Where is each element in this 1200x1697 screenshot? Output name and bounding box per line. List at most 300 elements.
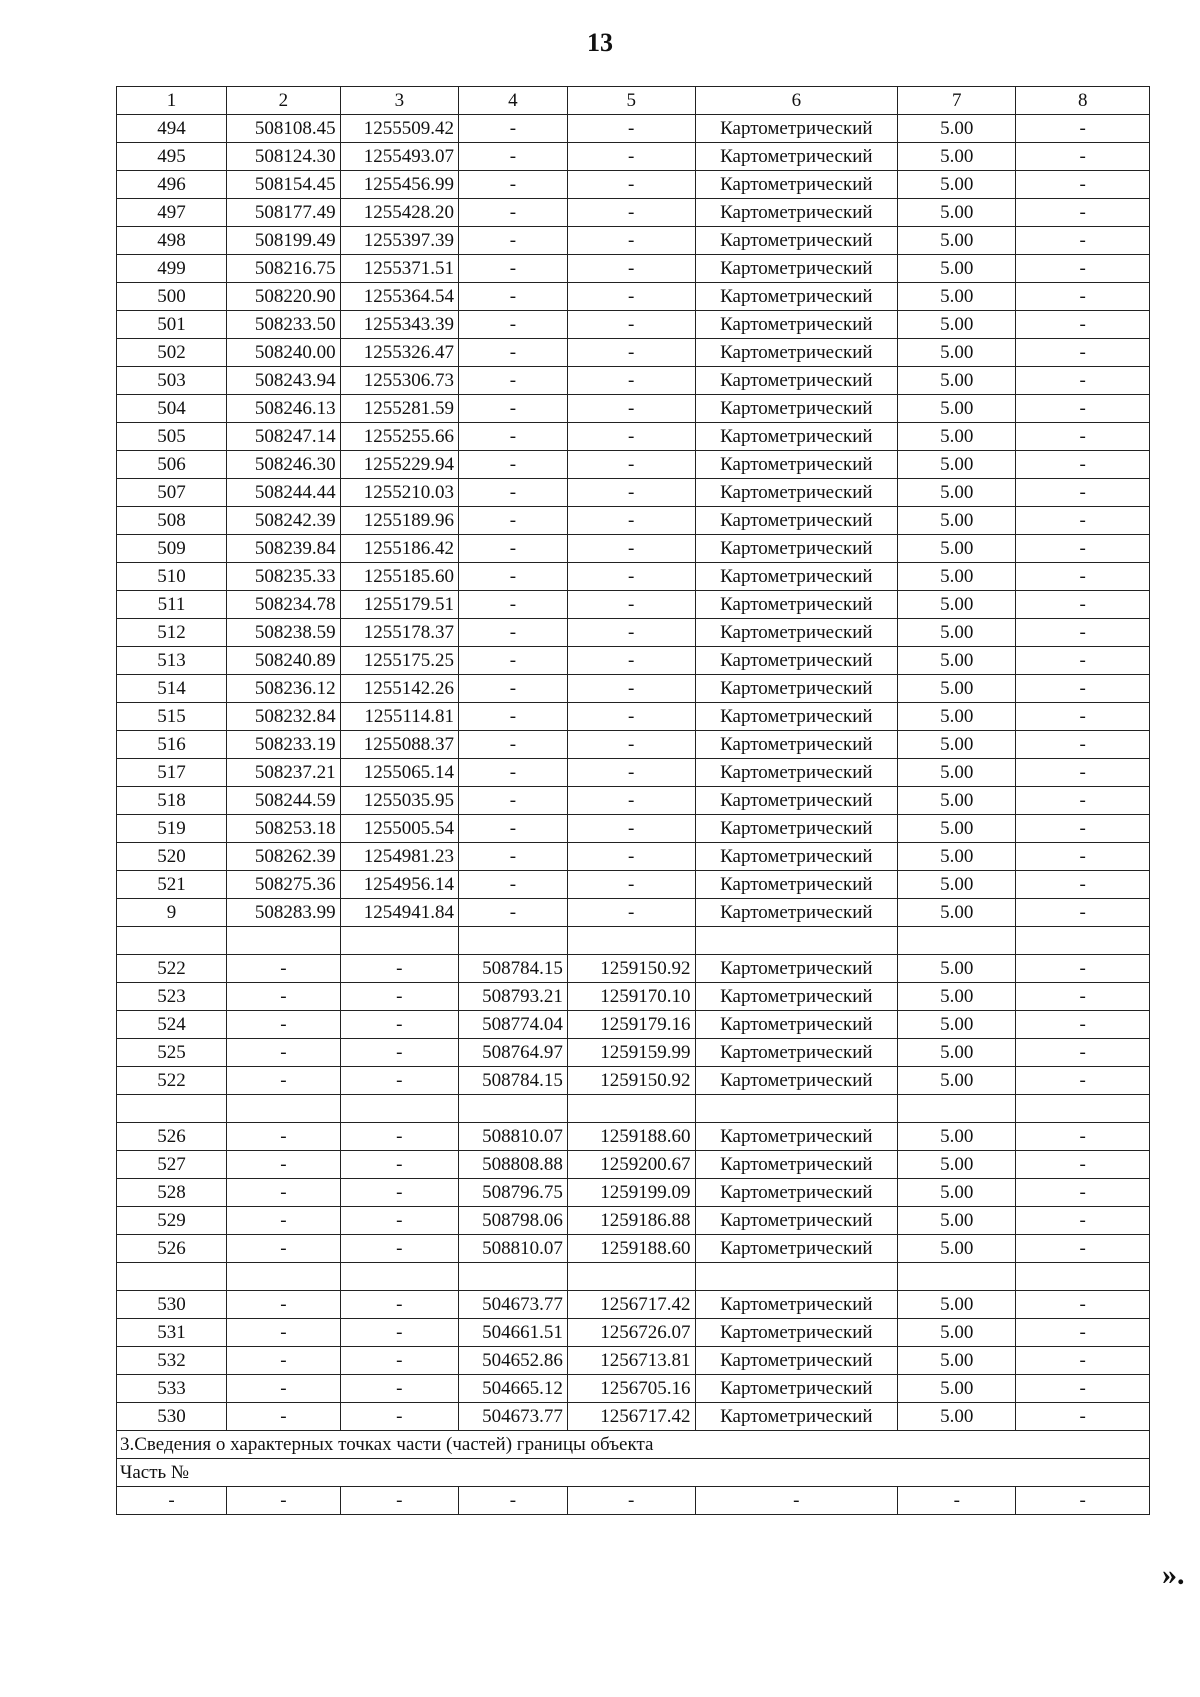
table-cell: - bbox=[458, 171, 567, 199]
table-cell: 1255364.54 bbox=[340, 283, 458, 311]
table-cell: 5.00 bbox=[898, 1347, 1016, 1375]
table-cell: 1254956.14 bbox=[340, 871, 458, 899]
table-cell: 533 bbox=[117, 1375, 227, 1403]
table-cell: 5.00 bbox=[898, 1319, 1016, 1347]
table-cell: - bbox=[227, 955, 341, 983]
table-cell: 5.00 bbox=[898, 675, 1016, 703]
table-cell: 5.00 bbox=[898, 647, 1016, 675]
table-cell: - bbox=[340, 1179, 458, 1207]
table-cell: 522 bbox=[117, 1067, 227, 1095]
table-cell: - bbox=[458, 115, 567, 143]
table-cell: 5.00 bbox=[898, 283, 1016, 311]
table-cell: - bbox=[1016, 395, 1150, 423]
table-cell: 508216.75 bbox=[227, 255, 341, 283]
table-row bbox=[117, 143, 1150, 171]
table-cell: 5.00 bbox=[898, 1291, 1016, 1319]
table-cell: 1259150.92 bbox=[567, 955, 695, 983]
table-cell: - bbox=[340, 1011, 458, 1039]
table-cell: Картометрический bbox=[695, 1235, 898, 1263]
table-cell: - bbox=[1016, 563, 1150, 591]
table-cell: 5.00 bbox=[898, 1011, 1016, 1039]
table-cell: 508232.84 bbox=[227, 703, 341, 731]
table-cell: - bbox=[567, 255, 695, 283]
table-cell: - bbox=[1016, 843, 1150, 871]
table-cell: 508793.21 bbox=[458, 983, 567, 1011]
table-cell: 1255255.66 bbox=[340, 423, 458, 451]
table-cell: - bbox=[567, 143, 695, 171]
table-cell: 5.00 bbox=[898, 1179, 1016, 1207]
table-cell: 509 bbox=[117, 535, 227, 563]
table-cell: 504673.77 bbox=[458, 1403, 567, 1431]
table-cell: 5.00 bbox=[898, 115, 1016, 143]
table-cell bbox=[117, 1263, 227, 1291]
table-cell: 1255509.42 bbox=[340, 115, 458, 143]
table-row bbox=[117, 199, 1150, 227]
table-cell: 5.00 bbox=[898, 367, 1016, 395]
table-cell: Картометрический bbox=[695, 759, 898, 787]
table-cell bbox=[117, 1095, 227, 1123]
table-cell: - bbox=[567, 843, 695, 871]
table-cell: - bbox=[458, 871, 567, 899]
table-cell: Картометрический bbox=[695, 171, 898, 199]
table-cell: 532 bbox=[117, 1347, 227, 1375]
table-cell: - bbox=[1016, 451, 1150, 479]
table-cell: - bbox=[458, 199, 567, 227]
table-cell: 5.00 bbox=[898, 563, 1016, 591]
table-cell: 1259179.16 bbox=[567, 1011, 695, 1039]
table-cell: 1255306.73 bbox=[340, 367, 458, 395]
table-cell: Картометрический bbox=[695, 871, 898, 899]
table-cell: Картометрический bbox=[695, 311, 898, 339]
table-cell: - bbox=[1016, 1123, 1150, 1151]
table-cell: - bbox=[567, 367, 695, 395]
table-cell: 1255210.03 bbox=[340, 479, 458, 507]
table-row bbox=[117, 395, 1150, 423]
table-cell: - bbox=[567, 199, 695, 227]
table-cell: 530 bbox=[117, 1291, 227, 1319]
table-cell: Картометрический bbox=[695, 395, 898, 423]
table-cell: 1255281.59 bbox=[340, 395, 458, 423]
table-cell: 508240.00 bbox=[227, 339, 341, 367]
table-cell: 523 bbox=[117, 983, 227, 1011]
table-cell: 508233.50 bbox=[227, 311, 341, 339]
table-cell: - bbox=[567, 535, 695, 563]
table-cell: - bbox=[227, 1039, 341, 1067]
table-cell: 508233.19 bbox=[227, 731, 341, 759]
table-cell: 5.00 bbox=[898, 591, 1016, 619]
table-cell: 5.00 bbox=[898, 1403, 1016, 1431]
column-header: 3 bbox=[340, 87, 458, 115]
table-cell: - bbox=[1016, 871, 1150, 899]
table-cell: - bbox=[567, 899, 695, 927]
table-cell: 505 bbox=[117, 423, 227, 451]
table-cell: 1255428.20 bbox=[340, 199, 458, 227]
table-cell: - bbox=[458, 339, 567, 367]
table-cell: 512 bbox=[117, 619, 227, 647]
table-row bbox=[117, 1375, 1150, 1403]
table-cell: - bbox=[458, 703, 567, 731]
table-cell: Картометрический bbox=[695, 563, 898, 591]
table-cell: 1255005.54 bbox=[340, 815, 458, 843]
table-cell bbox=[567, 1263, 695, 1291]
table-cell: - bbox=[458, 311, 567, 339]
table-cell: - bbox=[1016, 171, 1150, 199]
table-cell: 513 bbox=[117, 647, 227, 675]
table-row bbox=[117, 1235, 1150, 1263]
table-cell: 504 bbox=[117, 395, 227, 423]
table-cell: - bbox=[567, 675, 695, 703]
table-cell: 508235.33 bbox=[227, 563, 341, 591]
table-cell: - bbox=[1016, 955, 1150, 983]
table-cell: - bbox=[458, 227, 567, 255]
table-cell: 508246.30 bbox=[227, 451, 341, 479]
table-cell: 508124.30 bbox=[227, 143, 341, 171]
table-cell: 5.00 bbox=[898, 1123, 1016, 1151]
table-cell: - bbox=[458, 367, 567, 395]
table-cell: - bbox=[567, 563, 695, 591]
table-cell: 527 bbox=[117, 1151, 227, 1179]
table-row bbox=[117, 171, 1150, 199]
table-cell: 528 bbox=[117, 1179, 227, 1207]
table-cell: 524 bbox=[117, 1011, 227, 1039]
column-header: 7 bbox=[898, 87, 1016, 115]
table-cell: 508237.21 bbox=[227, 759, 341, 787]
column-header: 6 bbox=[695, 87, 898, 115]
table-row bbox=[117, 1319, 1150, 1347]
table-cell: - bbox=[1016, 983, 1150, 1011]
table-cell: 520 bbox=[117, 843, 227, 871]
table-cell: 5.00 bbox=[898, 479, 1016, 507]
table-cell bbox=[898, 927, 1016, 955]
table-cell: 522 bbox=[117, 955, 227, 983]
table-cell: - bbox=[1016, 619, 1150, 647]
table-cell: - bbox=[1016, 899, 1150, 927]
table-cell: 508275.36 bbox=[227, 871, 341, 899]
table-cell: 5.00 bbox=[898, 1375, 1016, 1403]
table-cell: 5.00 bbox=[898, 311, 1016, 339]
section-title: 3.Сведения о характерных точках части (частей) границы объекта bbox=[117, 1431, 1150, 1459]
table-row bbox=[117, 423, 1150, 451]
table-cell: - bbox=[1016, 1403, 1150, 1431]
table-cell: 1255189.96 bbox=[340, 507, 458, 535]
table-cell: 508784.15 bbox=[458, 1067, 567, 1095]
table-cell bbox=[695, 1095, 898, 1123]
table-cell: 5.00 bbox=[898, 255, 1016, 283]
table-cell: 5.00 bbox=[898, 871, 1016, 899]
table-cell: Картометрический bbox=[695, 115, 898, 143]
table-cell: - bbox=[227, 1347, 341, 1375]
table-cell: - bbox=[227, 1123, 341, 1151]
table-cell: 5.00 bbox=[898, 759, 1016, 787]
table-cell: - bbox=[458, 731, 567, 759]
table-cell: Картометрический bbox=[695, 1291, 898, 1319]
table-cell: 508240.89 bbox=[227, 647, 341, 675]
column-header: 1 bbox=[117, 87, 227, 115]
table-cell: 1255185.60 bbox=[340, 563, 458, 591]
table-cell: Картометрический bbox=[695, 283, 898, 311]
table-cell: - bbox=[1016, 1347, 1150, 1375]
table-cell: 511 bbox=[117, 591, 227, 619]
table-cell: 1254941.84 bbox=[340, 899, 458, 927]
table-cell: - bbox=[340, 1151, 458, 1179]
table-cell: 508199.49 bbox=[227, 227, 341, 255]
table-cell: 529 bbox=[117, 1207, 227, 1235]
table-cell: 504673.77 bbox=[458, 1291, 567, 1319]
table-cell: 508 bbox=[117, 507, 227, 535]
table-cell bbox=[458, 927, 567, 955]
table-cell: - bbox=[567, 731, 695, 759]
table-cell: - bbox=[1016, 731, 1150, 759]
table-row bbox=[117, 255, 1150, 283]
table-cell: - bbox=[1016, 1487, 1150, 1515]
table-cell: 497 bbox=[117, 199, 227, 227]
table-cell: 518 bbox=[117, 787, 227, 815]
table-cell: - bbox=[1016, 759, 1150, 787]
table-cell: 508262.39 bbox=[227, 843, 341, 871]
table-row bbox=[117, 1347, 1150, 1375]
table-cell: - bbox=[340, 1067, 458, 1095]
table-cell: 5.00 bbox=[898, 535, 1016, 563]
table-cell: 1256705.16 bbox=[567, 1375, 695, 1403]
table-cell: - bbox=[458, 255, 567, 283]
table-cell: - bbox=[227, 1487, 341, 1515]
table-cell: - bbox=[1016, 815, 1150, 843]
table-cell: 1255493.07 bbox=[340, 143, 458, 171]
table-cell: - bbox=[567, 115, 695, 143]
table-row bbox=[117, 563, 1150, 591]
table-cell: - bbox=[458, 591, 567, 619]
table-cell: - bbox=[1016, 1039, 1150, 1067]
table-cell: 5.00 bbox=[898, 423, 1016, 451]
table-cell: - bbox=[1016, 1067, 1150, 1095]
table-cell: - bbox=[1016, 703, 1150, 731]
table-cell: 514 bbox=[117, 675, 227, 703]
table-cell: 508220.90 bbox=[227, 283, 341, 311]
table-cell: Картометрический bbox=[695, 1067, 898, 1095]
table-cell: Картометрический bbox=[695, 1011, 898, 1039]
table-cell: - bbox=[227, 1235, 341, 1263]
table-cell: 504665.12 bbox=[458, 1375, 567, 1403]
table-cell: 5.00 bbox=[898, 731, 1016, 759]
table-cell: 507 bbox=[117, 479, 227, 507]
table-cell: 1255343.39 bbox=[340, 311, 458, 339]
table-cell: 9 bbox=[117, 899, 227, 927]
table-cell: - bbox=[458, 283, 567, 311]
table-cell: 1255142.26 bbox=[340, 675, 458, 703]
table-cell: 1254981.23 bbox=[340, 843, 458, 871]
table-row bbox=[117, 227, 1150, 255]
table-cell: 501 bbox=[117, 311, 227, 339]
table-cell: - bbox=[458, 843, 567, 871]
table-row bbox=[117, 955, 1150, 983]
table-cell: 500 bbox=[117, 283, 227, 311]
table-cell: 508177.49 bbox=[227, 199, 341, 227]
table-row bbox=[117, 983, 1150, 1011]
table-cell: 508244.59 bbox=[227, 787, 341, 815]
table-cell: 506 bbox=[117, 451, 227, 479]
table-cell: - bbox=[340, 1123, 458, 1151]
table-cell: 517 bbox=[117, 759, 227, 787]
table-header-row bbox=[117, 87, 1150, 115]
table-cell: 1256713.81 bbox=[567, 1347, 695, 1375]
table-cell: Картометрический bbox=[695, 1039, 898, 1067]
table-cell: 530 bbox=[117, 1403, 227, 1431]
table-cell bbox=[695, 1263, 898, 1291]
table-cell: - bbox=[1016, 227, 1150, 255]
table-cell: 508108.45 bbox=[227, 115, 341, 143]
table-cell: - bbox=[1016, 675, 1150, 703]
coordinates-table bbox=[116, 86, 1150, 1515]
table-cell: 5.00 bbox=[898, 395, 1016, 423]
table-cell bbox=[458, 1263, 567, 1291]
table-cell: Картометрический bbox=[695, 675, 898, 703]
table-cell bbox=[117, 927, 227, 955]
table-cell: - bbox=[1016, 787, 1150, 815]
table-cell: 1255326.47 bbox=[340, 339, 458, 367]
table-cell: Картометрический bbox=[695, 1347, 898, 1375]
table-cell: - bbox=[340, 1347, 458, 1375]
table-cell: 508236.12 bbox=[227, 675, 341, 703]
table-cell: 5.00 bbox=[898, 451, 1016, 479]
table-cell: 525 bbox=[117, 1039, 227, 1067]
table-row bbox=[117, 815, 1150, 843]
table-cell: Картометрический bbox=[695, 255, 898, 283]
table-cell: 1255175.25 bbox=[340, 647, 458, 675]
table-cell bbox=[695, 927, 898, 955]
table-cell: 508810.07 bbox=[458, 1123, 567, 1151]
table-cell: Картометрический bbox=[695, 1123, 898, 1151]
table-cell: - bbox=[227, 1011, 341, 1039]
table-cell: 1256717.42 bbox=[567, 1291, 695, 1319]
table-row bbox=[117, 367, 1150, 395]
table-cell: 508238.59 bbox=[227, 619, 341, 647]
table-cell: - bbox=[458, 1487, 567, 1515]
table-cell: - bbox=[567, 479, 695, 507]
table-cell: - bbox=[227, 1319, 341, 1347]
table-row bbox=[117, 451, 1150, 479]
table-cell: - bbox=[567, 619, 695, 647]
table-cell: 1259186.88 bbox=[567, 1207, 695, 1235]
table-cell bbox=[458, 1095, 567, 1123]
table-cell: 5.00 bbox=[898, 619, 1016, 647]
table-cell bbox=[340, 927, 458, 955]
table-cell: - bbox=[458, 563, 567, 591]
table-cell: - bbox=[1016, 647, 1150, 675]
table-cell: Картометрический bbox=[695, 843, 898, 871]
table-cell: - bbox=[898, 1487, 1016, 1515]
table-cell bbox=[1016, 1263, 1150, 1291]
table-cell: - bbox=[1016, 1151, 1150, 1179]
table-cell: - bbox=[567, 815, 695, 843]
table-cell: - bbox=[458, 647, 567, 675]
table-cell: Картометрический bbox=[695, 423, 898, 451]
table-cell bbox=[567, 1095, 695, 1123]
table-cell: - bbox=[1016, 199, 1150, 227]
table-cell: 508154.45 bbox=[227, 171, 341, 199]
table-cell: 5.00 bbox=[898, 1039, 1016, 1067]
table-cell: - bbox=[567, 591, 695, 619]
table-cell: 516 bbox=[117, 731, 227, 759]
column-header: 5 bbox=[567, 87, 695, 115]
table-cell: 5.00 bbox=[898, 1235, 1016, 1263]
table-row bbox=[117, 787, 1150, 815]
table-cell: 1255456.99 bbox=[340, 171, 458, 199]
table-row bbox=[117, 1487, 1150, 1515]
table-cell: Картометрический bbox=[695, 1375, 898, 1403]
table-cell: 508242.39 bbox=[227, 507, 341, 535]
table-row bbox=[117, 899, 1150, 927]
table-cell: - bbox=[567, 395, 695, 423]
table-cell: 5.00 bbox=[898, 843, 1016, 871]
table-cell: 508234.78 bbox=[227, 591, 341, 619]
table-cell: 1255088.37 bbox=[340, 731, 458, 759]
table-cell: - bbox=[567, 871, 695, 899]
table-cell: - bbox=[340, 1487, 458, 1515]
table-cell: - bbox=[458, 535, 567, 563]
table-cell: Картометрический bbox=[695, 619, 898, 647]
table-row bbox=[117, 115, 1150, 143]
table-cell bbox=[1016, 1095, 1150, 1123]
table-cell: Картометрический bbox=[695, 899, 898, 927]
column-header: 2 bbox=[227, 87, 341, 115]
column-header: 4 bbox=[458, 87, 567, 115]
table-row bbox=[117, 1039, 1150, 1067]
table-row bbox=[117, 339, 1150, 367]
table-cell: 495 bbox=[117, 143, 227, 171]
table-cell: - bbox=[1016, 1207, 1150, 1235]
table-cell: - bbox=[695, 1487, 898, 1515]
table-cell: 1259150.92 bbox=[567, 1067, 695, 1095]
table-cell bbox=[898, 1263, 1016, 1291]
table-cell: - bbox=[458, 675, 567, 703]
table-row bbox=[117, 1011, 1150, 1039]
table-cell: - bbox=[567, 451, 695, 479]
table-row bbox=[117, 1067, 1150, 1095]
table-cell bbox=[340, 1095, 458, 1123]
table-cell: 5.00 bbox=[898, 983, 1016, 1011]
table-cell: - bbox=[567, 311, 695, 339]
table-cell: 5.00 bbox=[898, 171, 1016, 199]
table-row bbox=[117, 283, 1150, 311]
table-cell: - bbox=[117, 1487, 227, 1515]
table-cell: - bbox=[227, 1067, 341, 1095]
table-cell: Картометрический bbox=[695, 367, 898, 395]
table-cell: - bbox=[458, 787, 567, 815]
table-cell: - bbox=[340, 983, 458, 1011]
table-cell: - bbox=[458, 143, 567, 171]
table-row bbox=[117, 731, 1150, 759]
table-cell: 508784.15 bbox=[458, 955, 567, 983]
table-cell: - bbox=[1016, 1319, 1150, 1347]
table-row bbox=[117, 535, 1150, 563]
table-cell: - bbox=[1016, 591, 1150, 619]
table-cell bbox=[227, 1263, 341, 1291]
table-row bbox=[117, 871, 1150, 899]
table-cell: 5.00 bbox=[898, 703, 1016, 731]
table-cell: - bbox=[567, 171, 695, 199]
table-cell: 1255397.39 bbox=[340, 227, 458, 255]
table-cell: - bbox=[227, 1179, 341, 1207]
table-cell: - bbox=[567, 423, 695, 451]
table-cell: 508253.18 bbox=[227, 815, 341, 843]
table-cell: Картометрический bbox=[695, 1207, 898, 1235]
table-row bbox=[117, 591, 1150, 619]
table-cell: Картометрический bbox=[695, 731, 898, 759]
table-cell: 521 bbox=[117, 871, 227, 899]
table-cell: Картометрический bbox=[695, 983, 898, 1011]
table-cell: - bbox=[458, 479, 567, 507]
table-cell: - bbox=[458, 619, 567, 647]
